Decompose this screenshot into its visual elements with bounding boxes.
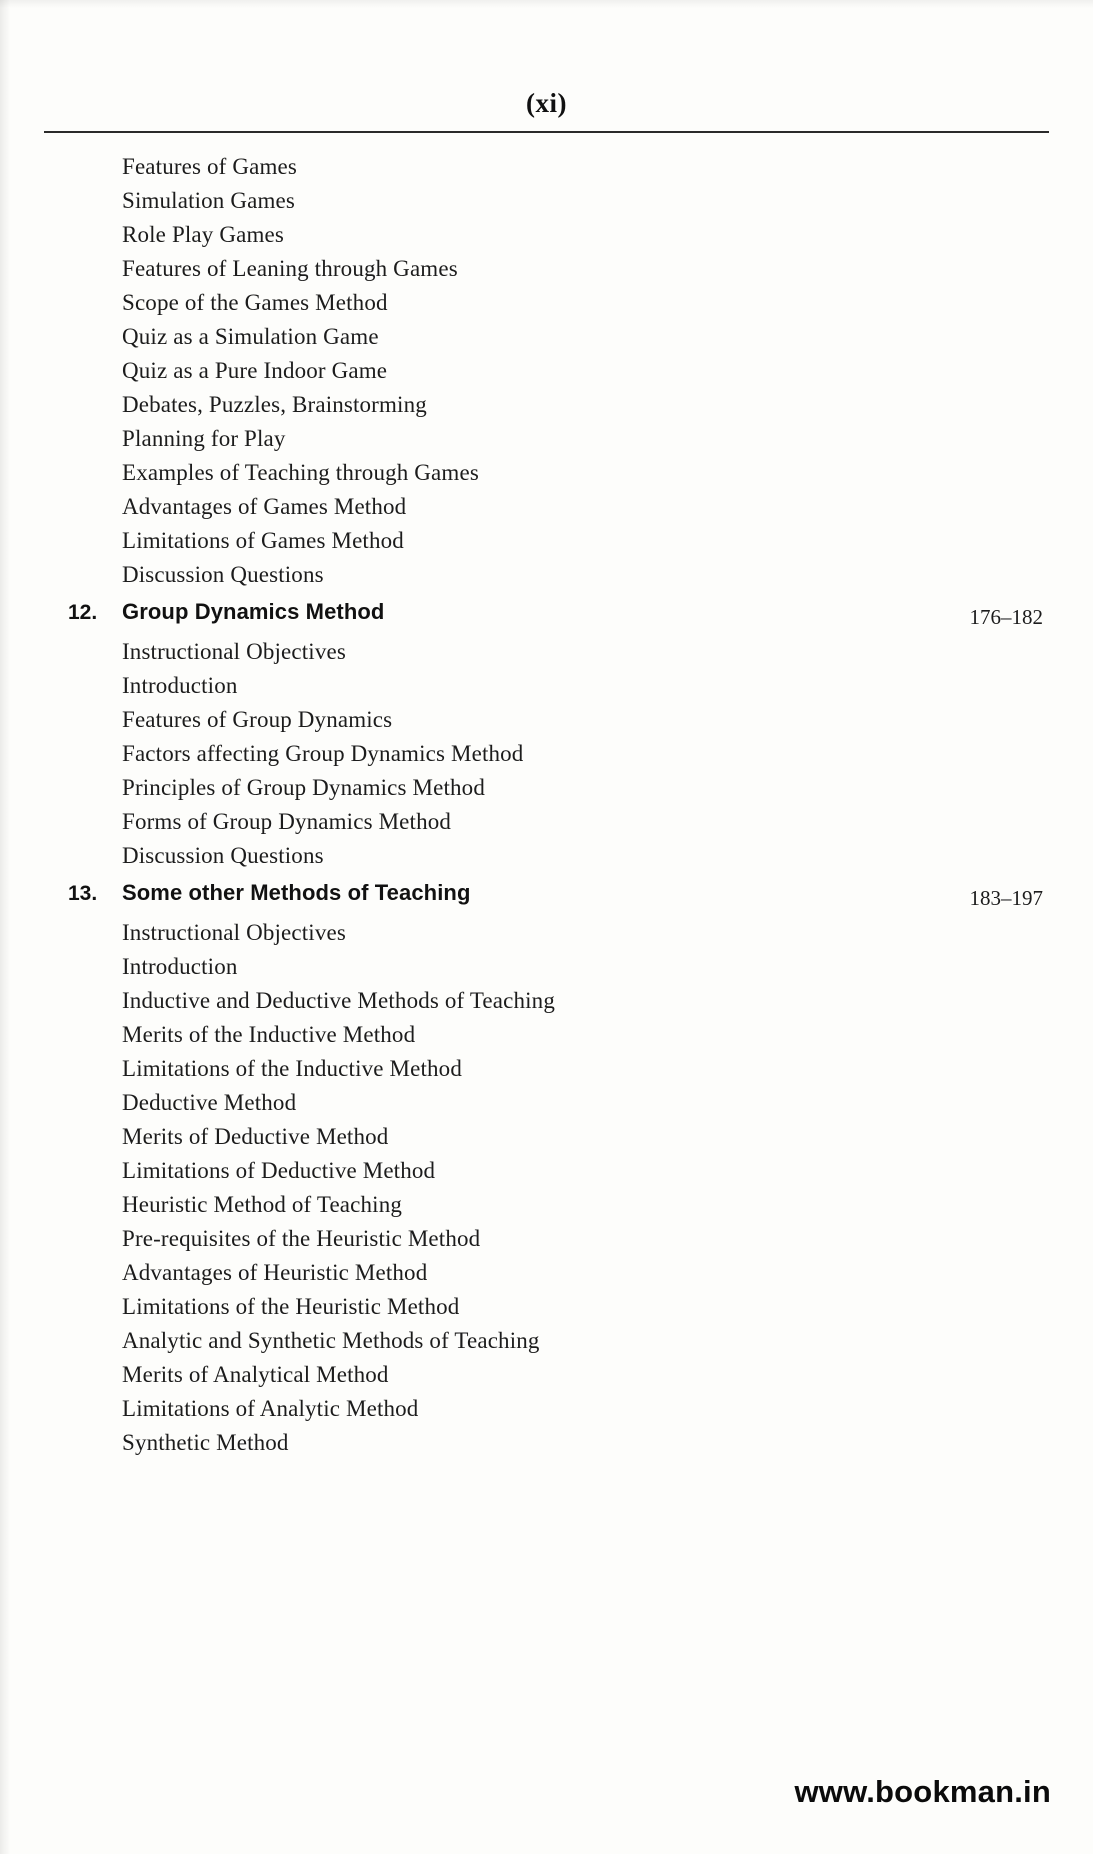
toc-subentry-title: Examples of Teaching through Games [122, 460, 479, 485]
page-folio: (xi) [526, 88, 567, 118]
toc-subentry-row [44, 1154, 1049, 1188]
toc-subentry-row [44, 703, 1049, 737]
page-header [44, 88, 1049, 119]
toc-subentry-row [44, 916, 1049, 950]
toc-subentry-row [44, 950, 1049, 984]
toc-subentry-title: Inductive and Deductive Methods of Teaching [122, 988, 555, 1013]
toc-subentry-title: Factors affecting Group Dynamics Method [122, 741, 524, 766]
toc-subentry-row [44, 1324, 1049, 1358]
toc-subentry-row [44, 252, 1049, 286]
toc-subentry-title: Discussion Questions [122, 562, 324, 587]
toc-subentry-title: Merits of Analytical Method [122, 1362, 389, 1387]
toc-subentry-title: Advantages of Games Method [122, 494, 407, 519]
page-edge-shadow-top [0, 0, 1093, 8]
site-watermark: www.bookman.in [794, 1774, 1051, 1809]
toc-subentry-title: Features of Leaning through Games [122, 256, 458, 281]
toc-subentry-title: Limitations of the Heuristic Method [122, 1294, 460, 1319]
toc-subentry-row [44, 771, 1049, 805]
toc-chapter-number: 12. [68, 601, 98, 624]
toc-subentry-title: Features of Group Dynamics [122, 707, 393, 732]
toc-page-range: 176–182 [969, 605, 1043, 629]
toc-chapter-title: Group Dynamics Method [122, 599, 385, 624]
toc-subentry-title: Instructional Objectives [122, 639, 346, 664]
toc-subentry-title: Limitations of Analytic Method [122, 1396, 419, 1421]
toc-subentry-title: Introduction [122, 673, 238, 698]
toc-subentry-row [44, 737, 1049, 771]
toc-subentry-title: Synthetic Method [122, 1430, 289, 1455]
toc-subentry-title: Merits of the Inductive Method [122, 1022, 416, 1047]
toc-subentry-row [44, 490, 1049, 524]
table-of-contents [44, 150, 1049, 1460]
toc-subentry-row [44, 1290, 1049, 1324]
toc-subentry-row [44, 669, 1049, 703]
toc-subentry-title: Quiz as a Simulation Game [122, 324, 379, 349]
toc-subentry-row [44, 524, 1049, 558]
toc-subentry-row [44, 1086, 1049, 1120]
toc-subentry-row [44, 354, 1049, 388]
toc-page-range: 183–197 [969, 886, 1043, 910]
toc-subentry-row [44, 839, 1049, 873]
toc-subentry-title: Scope of the Games Method [122, 290, 388, 315]
toc-subentry-row [44, 1120, 1049, 1154]
toc-chapter-row [44, 880, 1049, 914]
toc-subentry-row [44, 1018, 1049, 1052]
toc-subentry-title: Features of Games [122, 154, 297, 179]
toc-chapter-number: 13. [68, 882, 98, 905]
toc-subentry-row [44, 218, 1049, 252]
toc-subentry-title: Simulation Games [122, 188, 295, 213]
toc-subentry-title: Limitations of Deductive Method [122, 1158, 436, 1183]
toc-subentry-title: Debates, Puzzles, Brainstorming [122, 392, 427, 417]
toc-subentry-row [44, 286, 1049, 320]
toc-subentry-title: Analytic and Synthetic Methods of Teaching [122, 1328, 540, 1353]
toc-subentry-row [44, 320, 1049, 354]
toc-subentry-row [44, 150, 1049, 184]
toc-subentry-row [44, 984, 1049, 1018]
toc-subentry-title: Quiz as a Pure Indoor Game [122, 358, 388, 383]
toc-subentry-title: Deductive Method [122, 1090, 297, 1115]
toc-subentry-title: Role Play Games [122, 222, 284, 247]
toc-subentry-title: Limitations of the Inductive Method [122, 1056, 462, 1081]
toc-subentry-row [44, 388, 1049, 422]
toc-subentry-title: Pre-requisites of the Heuristic Method [122, 1226, 481, 1251]
toc-subentry-title: Heuristic Method of Teaching [122, 1192, 403, 1217]
toc-subentry-row [44, 184, 1049, 218]
toc-subentry-title: Principles of Group Dynamics Method [122, 775, 485, 800]
toc-subentry-row [44, 805, 1049, 839]
toc-subentry-row [44, 1256, 1049, 1290]
toc-subentry-row [44, 1222, 1049, 1256]
toc-subentry-row [44, 422, 1049, 456]
toc-subentry-row [44, 456, 1049, 490]
toc-subentry-title: Instructional Objectives [122, 920, 346, 945]
toc-subentry-row [44, 1392, 1049, 1426]
toc-subentry-title: Introduction [122, 954, 238, 979]
toc-subentry-title: Merits of Deductive Method [122, 1124, 389, 1149]
toc-subentry-row [44, 1052, 1049, 1086]
toc-subentry-row [44, 1358, 1049, 1392]
toc-subentry-title: Planning for Play [122, 426, 286, 451]
page-edge-shadow-left [0, 0, 10, 1854]
toc-subentry-title: Discussion Questions [122, 843, 324, 868]
toc-subentry-row [44, 1188, 1049, 1222]
toc-subentry-row [44, 1426, 1049, 1460]
toc-subentry-title: Advantages of Heuristic Method [122, 1260, 428, 1285]
toc-subentry-title: Limitations of Games Method [122, 528, 404, 553]
toc-chapter-row [44, 599, 1049, 633]
toc-subentry-row [44, 558, 1049, 592]
toc-chapter-title: Some other Methods of Teaching [122, 880, 471, 905]
header-divider [44, 131, 1049, 133]
toc-subentry-row [44, 635, 1049, 669]
toc-subentry-title: Forms of Group Dynamics Method [122, 809, 452, 834]
